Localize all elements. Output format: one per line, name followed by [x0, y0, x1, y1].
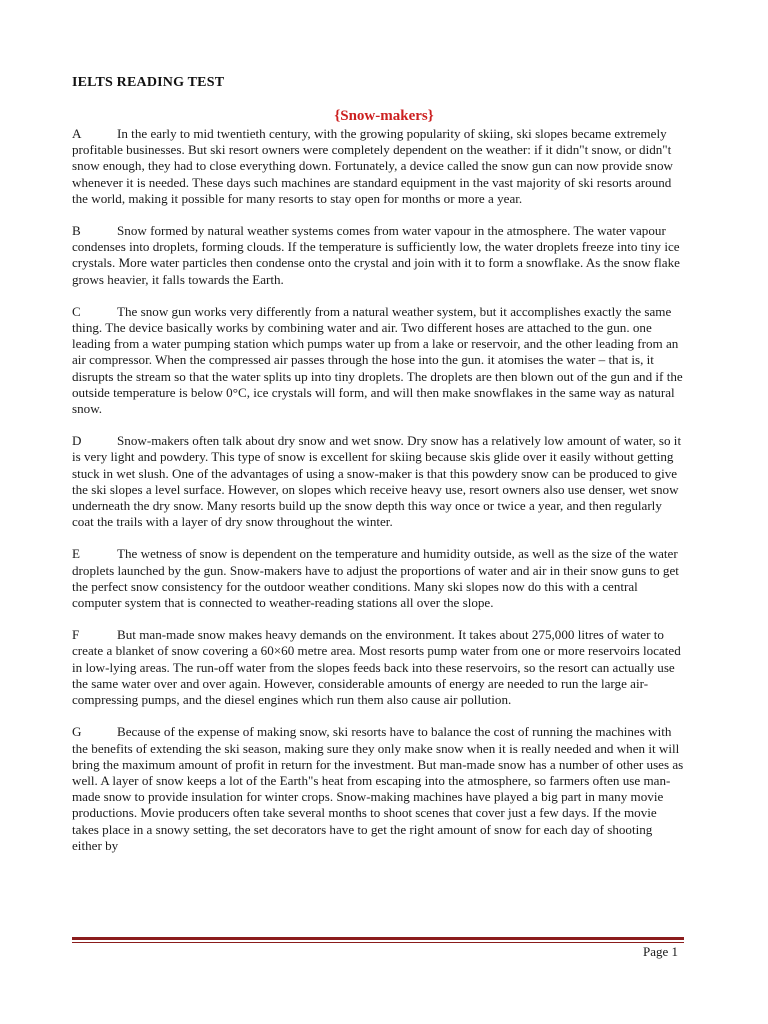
paragraph-text: Because of the expense of making snow, ski resorts have to balance the cost of running the machines with the benefits of extending the ski season, making sure they only make snow when it is really needed and when it will bring the maximum amount of profit in return for the investment. But man-made snow has a number of other uses as well. A layer of snow keeps a lot of the Earth"s heat from escaping into the atmosphere, so farmers often use man-made snow to provide insulation for winter crops. Snow-making machines have played a big part in many movie productions. Movie producers often take several months to shoot scenes that cover just a few days. If the movie takes place in a snowy setting, the set decorators have to get the right amount of snow for each day of shooting either by [72, 724, 684, 853]
paragraph-text: In the early to mid twentieth century, with the growing popularity of skiing, ski slopes became extremely profitable businesses. But ski resort owners were completely dependent on the weather: if it didn"t snow, or didn"t snow enough, they had to close everything down. Fortunately, a device called the snow gun can now provide snow whenever it is needed. These days such machines are standard equipment in the vast majority of ski resorts around the world, making it possible for many resorts to stay open for months or more a year. [72, 126, 673, 206]
paragraph-letter: B [72, 223, 81, 239]
paragraph-letter: E [72, 546, 80, 562]
paragraph-g [72, 724, 684, 854]
article-title: {Snow-makers} [334, 108, 434, 124]
paragraph-letter: A [72, 126, 82, 141]
paragraph-c [72, 304, 684, 417]
document-heading: IELTS READING TEST [72, 75, 225, 90]
paragraph-letter: G [72, 724, 82, 740]
paragraph-e [72, 546, 684, 611]
paragraph-f [72, 627, 684, 708]
paragraph-text: But man-made snow makes heavy demands on the environment. It takes about 275,000 litres of water to create a blanket of snow covering a 60×60 metre area. Most resorts pump water from one or more reservoirs located in low-lying areas. The run-off water from the slopes feeds back into these reservoirs, so the resort can actually use the same water over and over again. However, considerable amounts of energy are needed to run the large air-compressing pumps, and the diesel engines which run them also cause air pollution. [72, 627, 681, 708]
paragraph-letter: F [72, 627, 80, 643]
article-body [72, 126, 684, 870]
footer-divider [72, 937, 684, 943]
paragraph-letter: C [72, 303, 81, 319]
footer-divider-thin [72, 942, 684, 943]
paragraph-b [72, 223, 684, 288]
page-number: Page 1 [642, 944, 678, 959]
paragraph-a [72, 126, 684, 207]
paragraph-text: The wetness of snow is dependent on the temperature and humidity outside, as well as the size of the water droplets launched by the gun. Snow-makers have to adjust the proportions of water and air in their snow guns to get the perfect snow consistency for the outdoor weather conditions. Many ski slopes now do this with a central computer system that is connected to weather-reading stations all over the slope. [72, 546, 679, 611]
paragraph-d [72, 433, 684, 530]
footer-divider-thick [72, 937, 684, 940]
paragraph-text: Snow formed by natural weather systems comes from water vapour in the atmosphere. The water vapour condenses into droplets, forming clouds. If the temperature is sufficiently low, the water droplets freeze into tiny ice crystals. More water particles then condense onto the crystal and join with it to form a snowflake. As the snow flake grows heavier, it falls towards the Earth. [72, 223, 680, 287]
paragraph-text: Snow-makers often talk about dry snow and wet snow. Dry snow has a relatively low amount of water, so it is very light and powdery. This type of snow is excellent for skiing because skis glide over it easily without getting stuck in wet slush. One of the advantages of using a snow-maker is that this powdery snow can be produced to give the ski slopes a level surface. However, on slopes which receive heavy use, resort owners also use denser, wet snow underneath the dry snow. Many resorts build up the snow depth this way once or twice a year, and then regularly coat the trails with a layer of dry snow throughout the winter. [72, 433, 682, 530]
paragraph-letter: D [72, 433, 82, 449]
paragraph-text: The snow gun works very differently from a natural weather system, but it accomplishes exactly the same thing. The device basically works by combining water and air. Two different hoses are attached to the gun. one leading from a water pumping station which pumps water up from a lake or reservoir, and the other leading from an air compressor. When the compressed air passes through the hose into the gun. it atomises the water – that is, it disrupts the stream so that the water splits up into tiny droplets. The droplets are then blown out of the gun and if the outside temperature is below 0°C, ice crystals will form, and will then make snowflakes in the same way as natural snow. [72, 303, 683, 417]
